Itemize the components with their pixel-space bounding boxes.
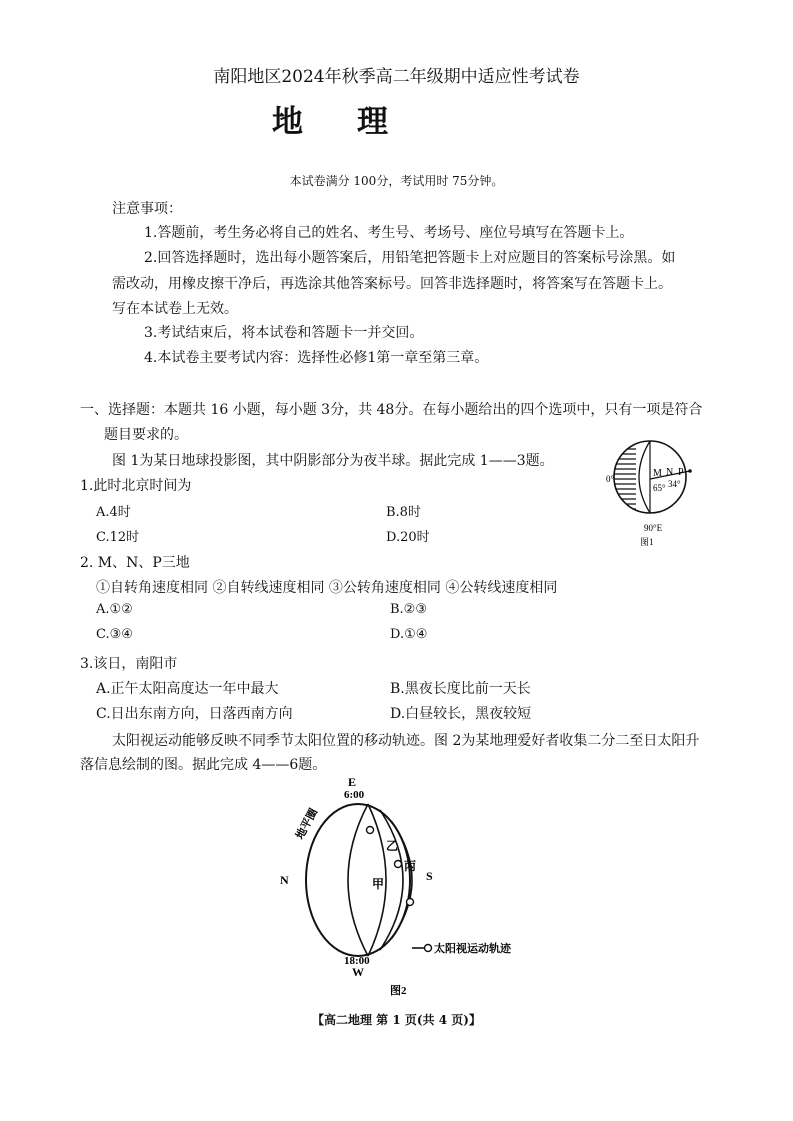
q3-stem: 3.该日，南阳市 xyxy=(80,656,178,672)
label-34-degree: 34° xyxy=(668,479,681,489)
q1-stem: 1.此时北京时间为 xyxy=(80,478,192,494)
point-p-dot xyxy=(688,469,692,473)
legend-marker xyxy=(425,945,432,952)
q2-option-c: C.③④ xyxy=(96,627,133,642)
label-bing: 丙 xyxy=(404,859,417,873)
figure-1-earth-projection xyxy=(606,435,706,550)
q2-option-d: D.①④ xyxy=(390,627,428,642)
q2-option-a: A.①② xyxy=(96,602,133,617)
q2-statements: ①自转角速度相同 ②自转线速度相同 ③公转角速度相同 ④公转线速度相同 xyxy=(96,580,558,596)
note-1: 1.答题前，考生务必将自己的姓名、考生号、考场号、座位号填写在答题卡上。 xyxy=(144,225,634,241)
q2-option-b: B.②③ xyxy=(390,602,427,617)
group-intro-1: 图 1为某日地球投影图，其中阴影部分为夜半球。据此完成 1——3题。 xyxy=(112,453,554,469)
q1-option-b: B.8时 xyxy=(386,505,421,520)
label-65-degree: 65° xyxy=(653,483,666,493)
q3-option-b: B.黑夜长度比前一天长 xyxy=(390,681,531,697)
sun-marker-yi xyxy=(367,827,374,834)
sun-marker-outer xyxy=(407,899,414,906)
q1-option-d: D.20时 xyxy=(386,530,430,545)
q3-option-d: D.白昼较长，黑夜较短 xyxy=(390,706,532,722)
note-3: 3.考试结束后，将本试卷和答题卡一并交回。 xyxy=(144,325,424,341)
notes-heading: 注意事项： xyxy=(112,201,182,217)
section-heading-cont: 题目要求的。 xyxy=(104,427,188,443)
figure-1-caption: 图1 xyxy=(640,537,654,547)
label-90e: 90°E xyxy=(644,523,663,533)
figure-2-caption: 图2 xyxy=(390,985,407,997)
note-4: 4.本试卷主要考试内容：选择性必修1第一章至第三章。 xyxy=(144,350,489,366)
label-n: N xyxy=(666,467,674,478)
label-0-degree: 0° xyxy=(606,474,615,484)
legend-label: 太阳视运动轨迹 xyxy=(434,943,511,955)
label-6pm: 18:00 xyxy=(344,955,370,967)
group-intro-2-cont: 落信息绘制的图。据此完成 4——6题。 xyxy=(80,757,327,773)
label-p: P xyxy=(678,467,684,478)
q3-option-c: C.日出东南方向，日落西南方向 xyxy=(96,706,293,722)
label-yi: 乙 xyxy=(386,839,399,853)
label-north: N xyxy=(280,873,289,887)
subject-title: 地理 xyxy=(272,104,442,140)
label-south: S xyxy=(426,869,433,883)
label-west: W xyxy=(352,965,364,979)
label-6am: 6:00 xyxy=(344,789,365,801)
note-2b: 需改动，用橡皮擦干净后，再选涂其他答案标号。回答非选择题时，将答案写在答题卡上。 xyxy=(112,276,672,292)
label-m: M xyxy=(653,468,662,479)
figure-2-sun-path-diagram xyxy=(276,772,536,1022)
exam-title: 南阳地区2024年秋季高二年级期中适应性考试卷 xyxy=(213,67,580,87)
q3-option-a: A.正午太阳高度达一年中最大 xyxy=(96,681,279,697)
q2-stem: 2. M、N、P三地 xyxy=(80,555,190,571)
q1-option-a: A.4时 xyxy=(96,505,131,520)
section-heading: 一、选择题：本题共 16 小题，每小题 3分，共 48分。在每小题给出的四个选项中，只有一项是符合 xyxy=(80,402,703,418)
label-jia: 甲 xyxy=(372,877,385,891)
q1-option-c: C.12时 xyxy=(96,530,140,545)
terminator-line xyxy=(639,441,650,513)
group-intro-2: 太阳视运动能够反映不同季节太阳位置的移动轨迹。图 2为某地理爱好者收集二分二至日太阳升 xyxy=(112,733,700,749)
page-footer: 【高二地理 第 1 页(共 4 页)】 xyxy=(312,1013,481,1027)
label-east: E xyxy=(348,775,357,789)
horizon-label: 地平圈 xyxy=(294,806,321,842)
exam-info: 本试卷满分 100分，考试用时 75分钟。 xyxy=(289,174,504,188)
note-2c: 写在本试卷上无效。 xyxy=(112,301,238,317)
sun-path-jia xyxy=(348,804,368,956)
note-2a: 2.回答选择题时，选出每小题答案后，用铅笔把答题卡上对应题目的答案标号涂黑。如 xyxy=(144,250,676,266)
sun-marker-bing xyxy=(395,861,402,868)
